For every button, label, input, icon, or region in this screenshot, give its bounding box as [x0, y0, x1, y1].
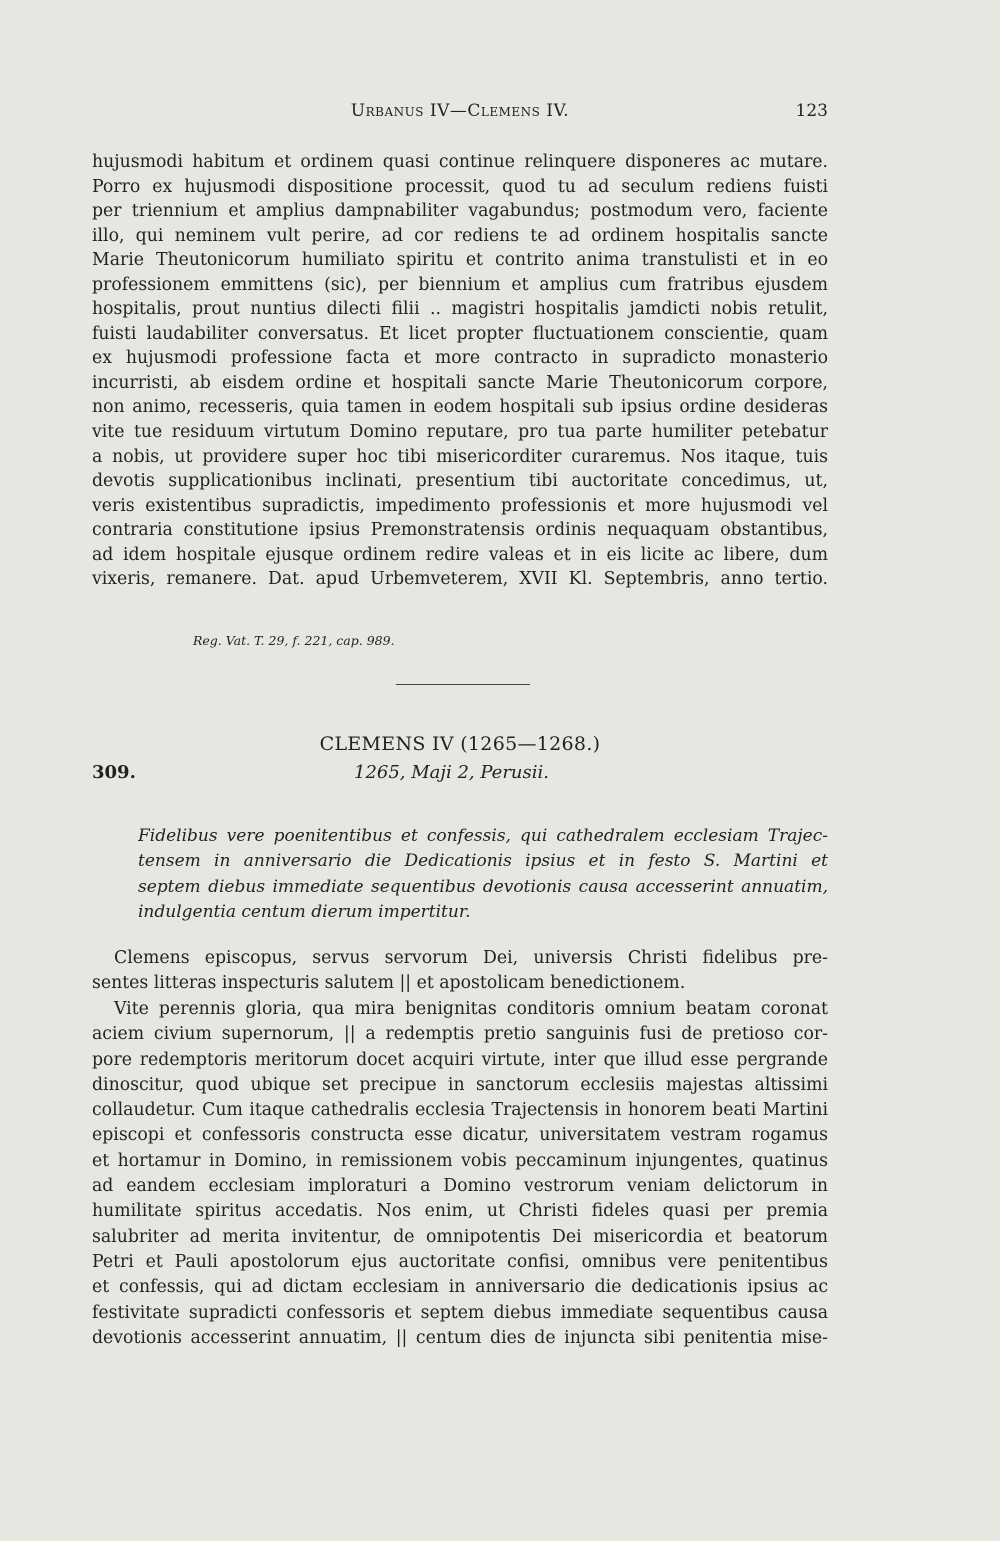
- text-line: episcopi et confessoris constructa esse dicatur, universitatem vestram rogamus: [92, 1125, 828, 1146]
- text-line: aciem civium supernorum, || a redemptis pretio sanguinis fusi de pretioso cor-: [92, 1024, 828, 1045]
- text-line: hospitalis, prout nuntius dilecti filii .. magistri hospitalis jamdicti nobis retulit,: [92, 299, 828, 320]
- text-line: et hortamur in Domino, in remissionem vobis peccaminum injungentes, quatinus: [92, 1150, 828, 1171]
- text-line: contraria constitutione ipsius Premonstratensis ordinis nequaquam obstantibus,: [92, 520, 828, 541]
- page-number: 123: [795, 101, 828, 121]
- summary-line: septem diebus immediate sequentibus devotionis causa accesserint annuatim,: [138, 876, 828, 897]
- text-line: ad eandem ecclesiam imploraturi a Domino vestrorum veniam delictorum in: [92, 1176, 828, 1197]
- text-line: per triennium et amplius dampnabiliter vagabundus; postmodum vero, faciente: [92, 201, 828, 222]
- text-line: salubriter ad merita invitentur, de omnipotentis Dei misericordia et beatorum: [92, 1226, 828, 1247]
- text-line: hujusmodi habitum et ordinem quasi continue relinquere disponeres ac mutare.: [92, 152, 828, 172]
- text-line: vixeris, remanere. Dat. apud Urbemveterem, XVII Kl. Septembris, anno tertio.: [92, 569, 828, 590]
- text-line: a nobis, ut providere super hoc tibi misericorditer curaremus. Nos itaque, tuis: [92, 446, 828, 467]
- section-heading: CLEMENS IV (1265—1268.): [319, 733, 601, 755]
- text-line: dinoscitur, quod ubique set precipue in sanctorum ecclesiis majestas altissimi: [92, 1074, 828, 1095]
- text-line: Porro ex hujusmodi dispositione processit, quod tu ad seculum rediens fuisti: [92, 176, 828, 197]
- text-line: Vite perennis gloria, qua mira benignitas conditoris omnium beatam coronat: [114, 999, 828, 1019]
- section-divider: [396, 684, 530, 685]
- continued-text-block: [92, 150, 828, 592]
- text-line: illo, qui neminem vult perire, ad cor rediens te ad ordinem hospitalis sancte: [92, 225, 828, 246]
- summary-line: tensem in anniversario die Dedicationis ipsius et in festo S. Martini et: [138, 851, 828, 872]
- document-summary: [138, 824, 828, 925]
- text-line: devotis supplicationibus inclinati, presentium tibi auctoritate concedimus, ut,: [92, 471, 828, 492]
- text-line: Marie Theutonicorum humiliato spiritu et contrito anima transtulisti et in eo: [92, 250, 828, 271]
- text-line: pore redemptoris meritorum docet acquiri virtute, inter que illud esse pergrande: [92, 1049, 828, 1070]
- document-number: 309.: [92, 762, 136, 783]
- text-line: vite tue residuum virtutum Domino reputare, pro tua parte humiliter petebatur: [92, 422, 828, 443]
- summary-line: Fidelibus vere poenitentibus et confessis, qui cathedralem ecclesiam Trajec-: [138, 826, 828, 846]
- running-title: Urbanus IV—Clemens IV.: [350, 101, 570, 121]
- document-date: 1265, Maji 2, Perusii.: [354, 762, 549, 783]
- text-line: incurristi, ab eisdem ordine et hospitali sancte Marie Theutonicorum corpore,: [92, 372, 828, 393]
- text-line: sentes litteras inspecturis salutem || et apostolicam benedictionem.: [92, 973, 686, 994]
- text-line: collaudetur. Cum itaque cathedralis ecclesia Trajectensis in honorem beati Martini: [92, 1100, 828, 1121]
- text-line: professionem emmittens (sic), per biennium et amplius cum fratribus ejusdem: [92, 274, 828, 295]
- text-line: et confessis, qui ad dictam ecclesiam in anniversario die dedicationis ipsius ac: [92, 1277, 828, 1298]
- text-line: Petri et Pauli apostolorum ejus auctoritate confisi, omnibus vere penitentibus: [92, 1251, 828, 1272]
- summary-line: indulgentia centum dierum impertitur.: [138, 901, 471, 922]
- text-line: non animo, recesseris, quia tamen in eodem hospitali sub ipsius ordine desideras: [92, 397, 828, 418]
- text-line: veris existentibus supradictis, impedimento professionis et more hujusmodi vel: [92, 495, 828, 516]
- register-citation: Reg. Vat. T. 29, f. 221, cap. 989.: [193, 633, 395, 648]
- text-line: Clemens episcopus, servus servorum Dei, universis Christi fidelibus pre-: [114, 948, 828, 968]
- text-line: devotionis accesserint annuatim, || centum dies de injuncta sibi penitentia mise-: [92, 1327, 828, 1348]
- text-line: fuisti laudabiliter conversatus. Et licet propter fluctuationem conscientie, quam: [92, 323, 828, 344]
- text-line: festivitate supradicti confessoris et septem diebus immediate sequentibus causa: [92, 1302, 828, 1323]
- text-line: humilitate spiritus accedatis. Nos enim, ut Christi fideles quasi per premia: [92, 1201, 828, 1222]
- page-header: [92, 101, 828, 127]
- body-text-block: [92, 997, 828, 1351]
- text-line: ad idem hospitale ejusque ordinem redire valeas et in eis licite ac libere, dum: [92, 544, 828, 565]
- salutation-block: [92, 946, 828, 997]
- text-line: ex hujusmodi professione facta et more contracto in supradicto monasterio: [92, 348, 828, 369]
